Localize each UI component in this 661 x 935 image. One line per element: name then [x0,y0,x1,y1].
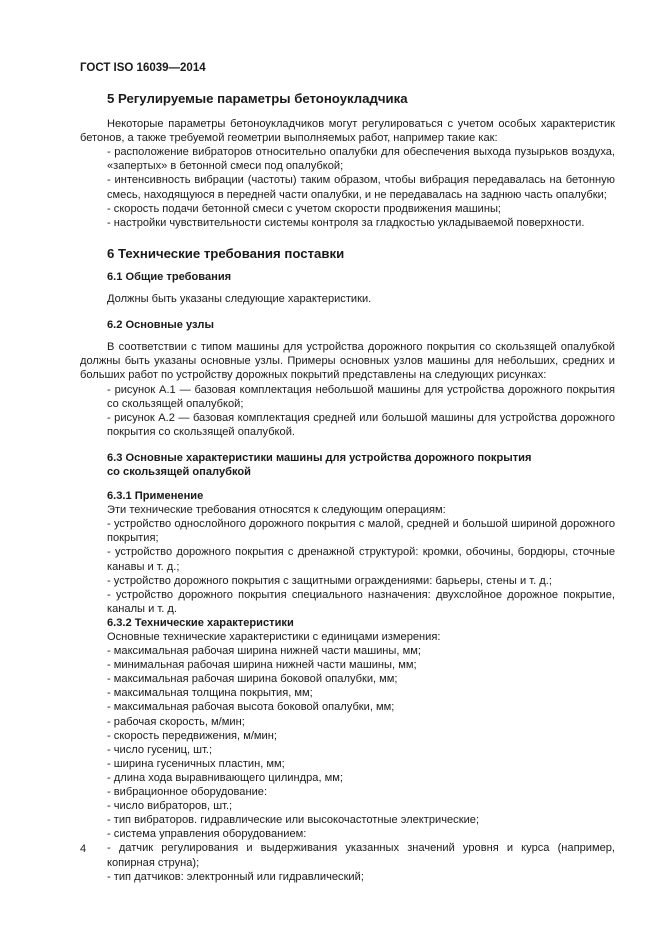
section-6-3-2-item: - система управления оборудованием: [107,828,307,841]
section-6-3-2-item: - длина хода выравнивающего цилиндра, мм; [107,771,343,784]
section-6-2-item: - рисунок А.1 — базовая комплектация небольшой машины для устройства дорожного покрытия со скользящей опалубкой; [107,383,615,410]
section-6-3-title-line2: со скользящей опалубкой [107,465,251,478]
section-6-3-2-item: - тип вибраторов. гидравлические или высокочастотные электрические; [107,814,480,827]
section-5-item: - интенсивность вибрации (частоты) таким образом, чтобы вибрация передавалась на бетонную смесь, находящуюся в передней части опалубки, и не передавалась на заднюю часть опалубки; [107,174,615,201]
section-6-3-title-line1: 6.3 Основные характеристики машины для устройства дорожного покрытия [107,451,532,464]
section-6-3-1-item: - устройство дорожного покрытия с защитными ограждениями: барьеры, стены и т. д.; [107,574,552,587]
section-6-3-2-item: - число вибраторов, шт.; [107,800,233,813]
section-6-3-1-item: - устройство дорожного покрытия с дренажной структурой: кромки, обочины, бордюры, сточные канавы и т. д.; [107,546,615,573]
section-6-3-1-item: - устройство дорожного покрытия специального назначения: двухслойное дорожное покрытие, каналы и т. д. [107,588,615,615]
section-6-3-2-item: - тип датчиков: электронный или гидравлический; [107,870,364,883]
section-6-3-2-item: - ширина гусеничных пластин, мм; [107,757,285,770]
document-header: ГОСТ ISO 16039—2014 [80,62,206,74]
section-6-3-2-item: - максимальная рабочая ширина боковой опалубки, мм; [107,673,398,686]
section-6-3-1-intro: Эти технические требования относятся к следующим операциям: [107,504,446,517]
section-6-3-2-item: - рабочая скорость, м/мин; [107,715,245,728]
section-5-item: - расположение вибраторов относительно опалубки для обеспечения выхода пузырьков воздуха, «запертых» в бетонной смеси под опалубкой; [107,146,615,173]
section-6-3-1-item: - устройство однослойного дорожного покрытия с малой, средней и большой шириной дорожного покрытия; [107,518,615,545]
section-6-3-2-title: 6.3.2 Технические характеристики [107,616,294,629]
section-6-2-title: 6.2 Основные узлы [107,319,214,332]
page-content [80,92,615,884]
page-number: 4 [80,843,87,855]
section-5-item: - настройки чувствительности системы контроля за гладкостью укладываемой поверхности. [107,216,585,229]
section-5-title: 5 Регулируемые параметры бетоноукладчика [107,91,408,106]
section-6-2-item: - рисунок А.2 — базовая комплектация средней или большой машины для устройства дорожного покрытия со скользящей опалубкой. [107,411,615,438]
section-6-1-title: 6.1 Общие требования [107,270,232,283]
section-6-3-2-item: - максимальная рабочая высота боковой опалубки, мм; [107,701,395,714]
section-6-3-title [107,451,615,479]
section-6-3-2-item: - минимальная рабочая ширина нижней части машины, мм; [107,659,417,672]
section-6-3-2-item: - максимальная толщина покрытия, мм; [107,687,313,700]
section-6-1-text: Должны быть указаны следующие характеристики. [107,293,372,306]
section-6-3-2-item: - датчик регулирования и выдерживания указанных значений уровня и курса (например, копирная струна); [107,842,615,869]
section-6-3-2-item: - максимальная рабочая ширина нижней части машины, мм; [107,645,421,658]
section-6-3-1-title: 6.3.1 Применение [107,490,204,503]
section-6-title: 6 Технические требования поставки [107,245,345,261]
section-5-item: - скорость подачи бетонной смеси с учетом скорости продвижения машины; [107,202,502,215]
section-5-intro: Некоторые параметры бетоноукладчиков могут регулироваться с учетом особых характеристик бетонов, а также требуемой геометрии выполняемых работ, например такие как: [80,118,615,145]
section-6-3-2-item: - скорость передвижения, м/мин; [107,729,277,742]
section-6-2-intro: В соответствии с типом машины для устройства дорожного покрытия со скользящей опалубкой должны быть указаны основные узлы. Примеры основных узлов машины для небольших, средних и больших работ по устройству дорожных покрытий представлены на следующих рисунках: [80,341,615,382]
section-6-3-2-intro: Основные технические характеристики с единицами измерения: [107,631,441,643]
section-6-3-2-item: - число гусениц, шт.; [107,743,213,756]
section-6-3-2-item: - вибрационное оборудование: [107,786,268,799]
